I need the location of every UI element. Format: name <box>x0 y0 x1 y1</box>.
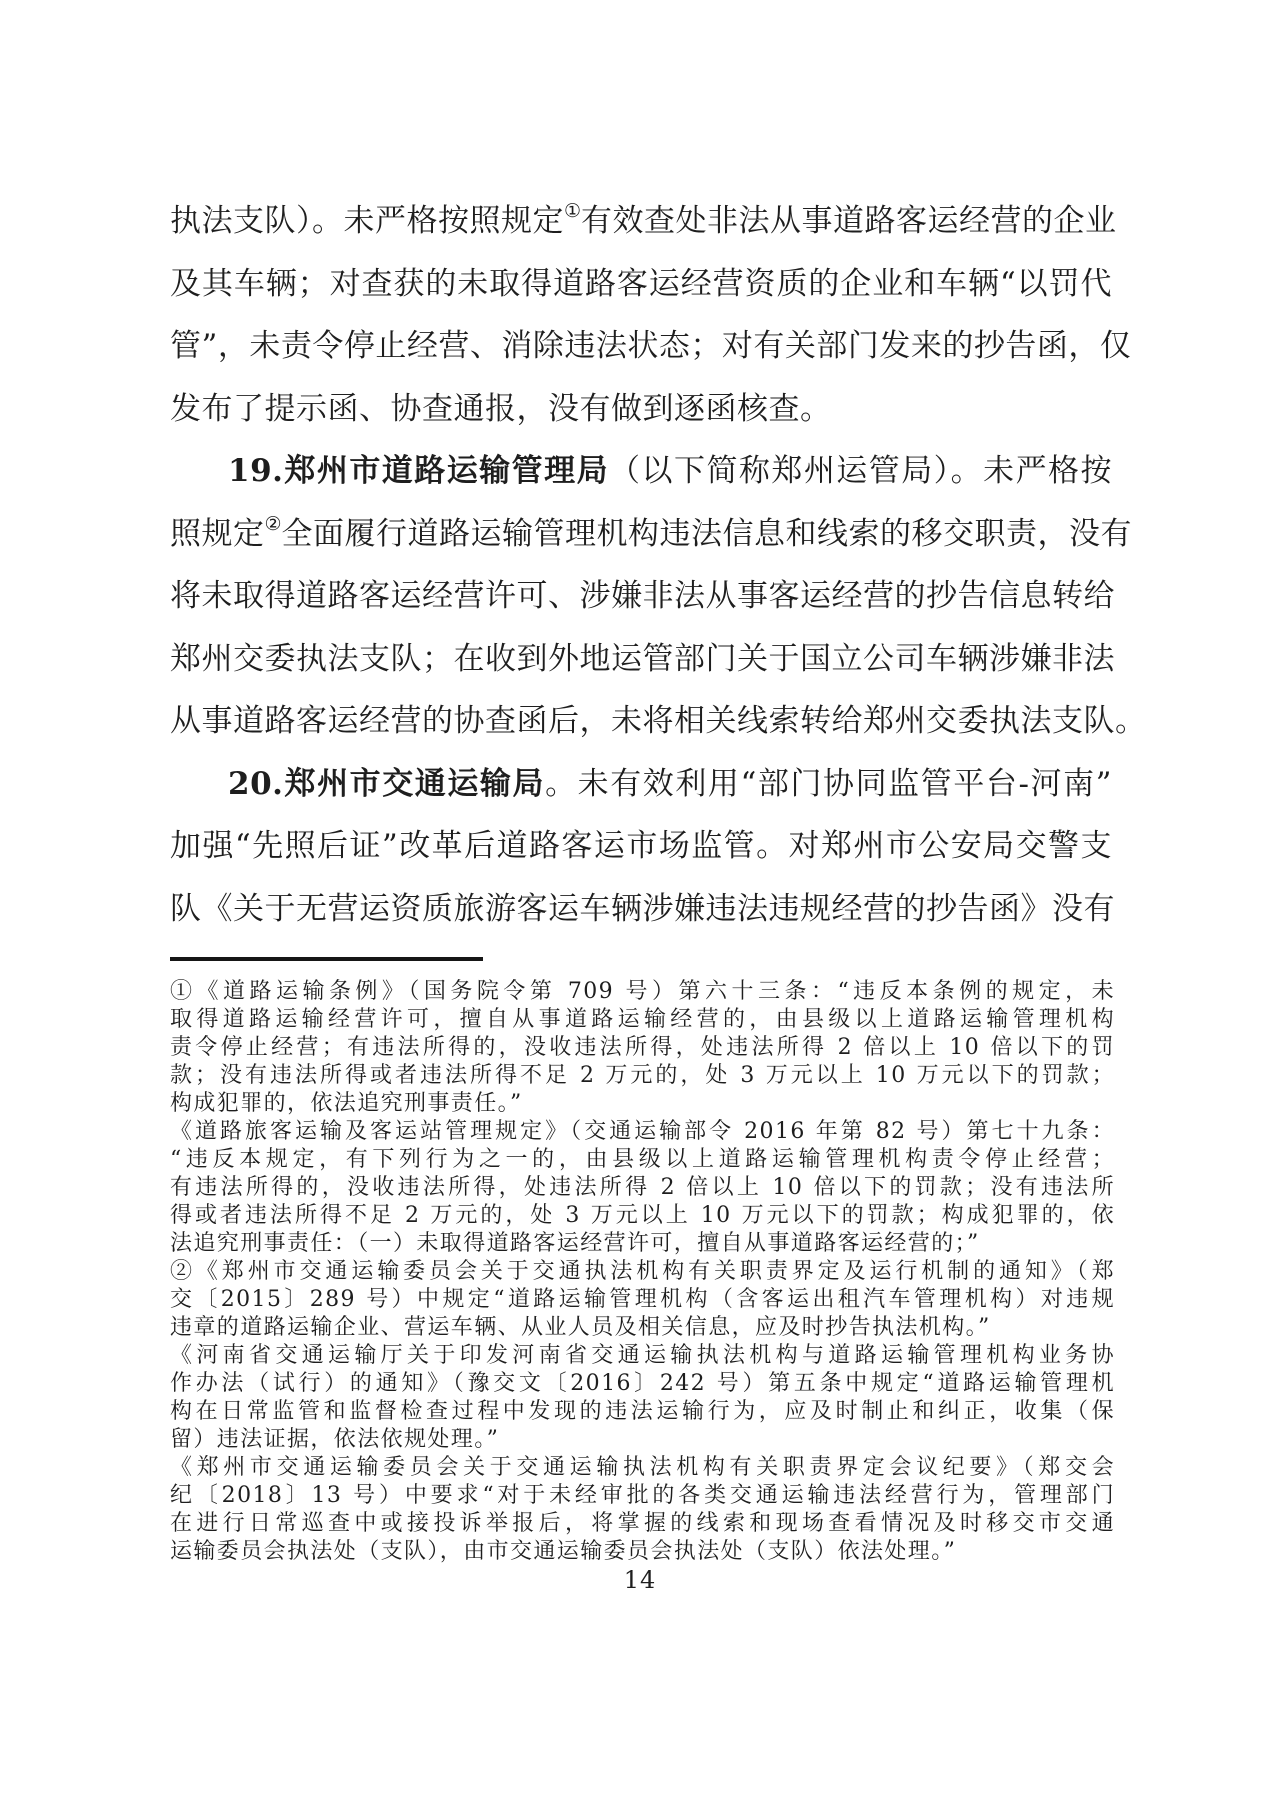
footnote-line: 取得道路运输经营许可，擅自从事道路运输经营的，由县级以上道路运输管理机构 <box>170 1007 1115 1032</box>
footnote-separator <box>170 957 483 961</box>
footnote-line: ①《道路运输条例》（国务院令第 709 号）第六十三条：“违反本条例的规定，未 <box>170 979 1115 1004</box>
body-text: 从事道路客运经营的协查函后，未将相关线索转给郑州交委执法支队。 <box>170 703 1147 739</box>
body-line <box>170 315 1132 378</box>
body-line <box>170 815 1112 878</box>
footnote-line: 法追究刑事责任：（一）未取得道路客运经营许可，擅自从事道路客运经营的；” <box>170 1231 980 1256</box>
page-number: 14 <box>623 1566 657 1594</box>
footnote-line: 纪〔2018〕13 号）中要求“对于未经审批的各类交通运输违法经营行为，管理部门 <box>170 1483 1115 1508</box>
footnote-line: ②《郑州市交通运输委员会关于交通执法机构有关职责界定及运行机制的通知》（郑 <box>170 1259 1115 1284</box>
footnote-line: 得或者违法所得不足 2 万元的，处 3 万元以上 10 万元以下的罚款；构成犯罪的，依 <box>170 1203 1115 1228</box>
footnote-line: 责令停止经营；有违法所得的，没收违法所得，处违法所得 2 倍以上 10 倍以下的罚 <box>170 1035 1115 1060</box>
footnote-line: “违反本规定，有下列行为之一的，由县级以上道路运输管理机构责令停止经营； <box>170 1147 1115 1172</box>
body-line <box>170 753 1112 816</box>
footnote-line: 作办法（试行）的通知》（豫交文〔2016〕242 号）第五条中规定“道路运输管理机 <box>170 1371 1115 1396</box>
body-text: 加强“先照后证”改革后道路客运市场监管。对郑州市公安局交警支 <box>170 828 1112 864</box>
footnote-line: 留）违法证据，依法依规处理。” <box>170 1427 500 1452</box>
body-line <box>170 690 1147 753</box>
footnote-ref-2: ② <box>264 512 282 535</box>
footnote-line: 《河南省交通运输厅关于印发河南省交通运输执法机构与道路运输管理机构业务协 <box>170 1343 1115 1368</box>
footnote-line: 款；没有违法所得或者违法所得不足 2 万元的，处 3 万元以上 10 万元以下的罚款； <box>170 1063 1115 1088</box>
body-text: 发布了提示函、协查通报，没有做到逐函核查。 <box>170 390 832 427</box>
item-20-heading: 20.郑州市交通运输局 <box>228 765 546 802</box>
item-19-heading: 19.郑州市道路运输管理局 <box>228 453 610 489</box>
body-line <box>170 628 1115 691</box>
footnote-line: 违章的道路运输企业、营运车辆、从业人员及相关信息，应及时抄告执法机构。” <box>170 1315 991 1340</box>
footnotes-block <box>170 978 1115 1566</box>
footnote-line: 交〔2015〕289 号）中规定“道路运输管理机构（含客运出租汽车管理机构）对违规 <box>170 1287 1115 1312</box>
body-line <box>170 440 1112 503</box>
footnote-ref-1: ① <box>564 200 582 222</box>
body-text: 将未取得道路客运经营许可、涉嫌非法从事客运经营的抄告信息转给 <box>170 578 1115 614</box>
footnote-line: 在进行日常巡查中或接投诉举报后，将掌握的线索和现场查看情况及时移交市交通 <box>170 1511 1115 1536</box>
body-text: 。未有效利用“部门协同监管平台-河南” <box>545 765 1112 802</box>
body-line <box>170 565 1115 628</box>
body-line <box>170 378 1112 441</box>
body-text: 全面履行道路运输管理机构违法信息和线索的移交职责，没有 <box>281 515 1133 552</box>
body-text: 照规定 <box>170 515 265 552</box>
body-text: 队《关于无营运资质旅游客运车辆涉嫌违法违规经营的抄告函》没有 <box>170 890 1115 927</box>
body-line <box>170 253 1112 316</box>
body-line <box>170 503 1133 566</box>
body-text: 执法支队）。未严格按照规定 <box>170 203 564 239</box>
footnote-line: 《郑州市交通运输委员会关于交通运输执法机构有关职责界定会议纪要》（郑交会 <box>170 1455 1115 1480</box>
footnote-line: 运输委员会执法处（支队），由市交通运输委员会执法处（支队）依法处理。” <box>170 1539 957 1564</box>
body-line <box>170 190 1117 253</box>
footnote-line: 《道路旅客运输及客运站管理规定》（交通运输部令 2016 年第 82 号）第七十九条： <box>170 1119 1115 1144</box>
body-text: 郑州交委执法支队；在收到外地运管部门关于国立公司车辆涉嫌非法 <box>170 640 1115 677</box>
body-text-block <box>170 190 1147 940</box>
body-text: （以下简称郑州运管局）。未严格按 <box>609 453 1113 489</box>
body-text: 管”，未责令停止经营、消除违法状态；对有关部门发来的抄告函，仅 <box>170 328 1132 364</box>
body-line <box>170 878 1115 941</box>
body-text: 有效查处非法从事道路客运经营的企业 <box>581 203 1117 239</box>
footnote-line: 有违法所得的，没收违法所得，处违法所得 2 倍以上 10 倍以下的罚款；没有违法所 <box>170 1175 1115 1200</box>
footnote-line: 构在日常监管和监督检查过程中发现的违法运输行为，应及时制止和纠正，收集（保 <box>170 1399 1115 1424</box>
body-text: 及其车辆；对查获的未取得道路客运经营资质的企业和车辆“以罚代 <box>170 265 1112 302</box>
footnote-line: 构成犯罪的，依法追究刑事责任。” <box>170 1091 523 1116</box>
